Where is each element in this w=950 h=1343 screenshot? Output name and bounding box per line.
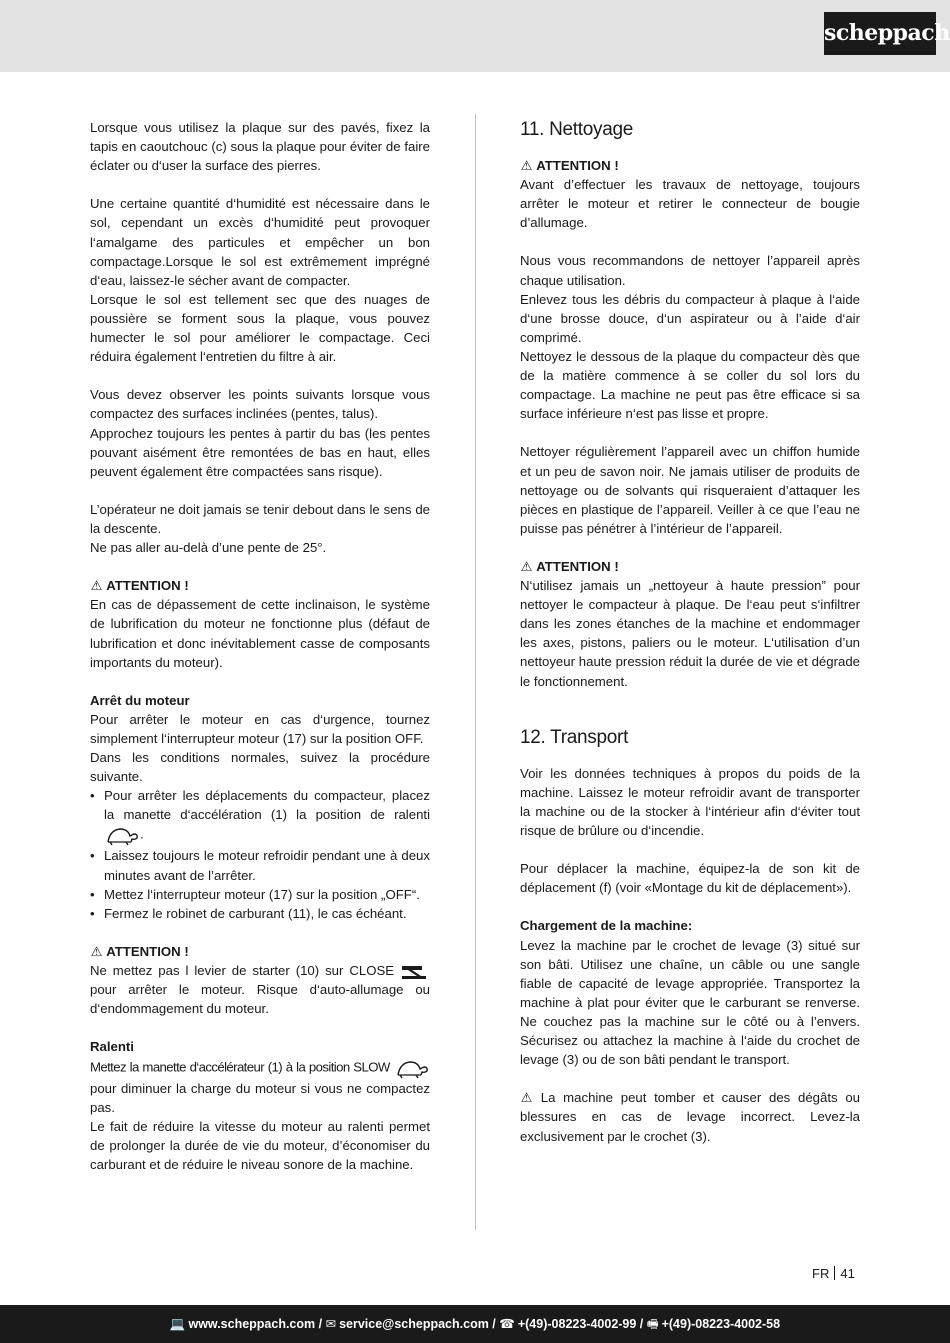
paragraph: Enlevez tous les débris du compacteur à plaque à l‘aide d‘une brosse douce, d‘un aspirateur ou à l’aide d‘air comprimé. — [520, 291, 860, 345]
paragraph: Vous devez observer les points suivants lorsque vous compactez des surfaces inclinées (pentes, talus). — [90, 387, 430, 422]
warning-heading — [90, 576, 430, 595]
warning-label: ATTENTION ! — [106, 578, 189, 594]
paragraph: Levez la machine par le crochet de levage (3) situé sur son bâti. Utilisez une chaîne, un câble ou une sangle fiable de capacité de levage appropriée. Transportez la machine à plat pour éviter que le carburant se renverse. Ne couchez pas la machine sur le côté ou à l’envers. Sécurisez ou attachez la machine à l‘aide du crochet de levage (3) ou de son bâti pendant le transport. — [520, 937, 860, 1068]
stop-steps-list — [90, 786, 430, 923]
paragraph: L’opérateur ne doit jamais se tenir debout dans le sens de la descente. — [90, 501, 430, 536]
scheppach-logo: scheppach — [824, 12, 936, 55]
choke-closed-icon — [400, 964, 430, 980]
warning-label: ATTENTION ! — [106, 943, 189, 959]
fax-icon: 🖷 — [646, 1317, 659, 1331]
phone-icon: ☎ — [499, 1317, 515, 1331]
warning-label: ATTENTION ! — [536, 558, 619, 574]
mail-icon: ✉ — [325, 1317, 337, 1331]
warning-heading — [520, 156, 860, 175]
paragraph: Une certaine quantité d‘humidité est nécessaire dans le sol, cependant un excès d‘humidité peut provoquer l‘amalgame des particules et empêcher un bon compactage.Lorsque le sol est extrêmement imprégné d‘eau, laissez-le sécher avant de compacter. — [90, 196, 430, 288]
warning-text: ⚠ La machine peut tomber et causer des dégâts ou blessures en cas de levage incorrect. Levez-la exclusivement par le crochet (3). — [520, 1090, 860, 1144]
warning-label: ATTENTION ! — [536, 158, 619, 173]
warning-heading — [90, 942, 430, 961]
footer-contact-bar — [0, 1305, 950, 1343]
left-column — [90, 118, 430, 1174]
paragraph: Pour déplacer la machine, équipez-la de son kit de déplacement (f) (voir «Montage du kit de déplacement»). — [520, 861, 860, 896]
warning-heading — [520, 557, 860, 576]
warning-triangle-icon: ⚠ — [520, 158, 533, 173]
paragraph: Nettoyez le dessous de la plaque du compacteur dès que de la matière commence à se coller du sol lors du compactage. La machine ne peut pas être efficace si sa surface inférieure n‘est pas lisse et propre. — [520, 348, 860, 422]
phone-contact: ☎ +(49)-08223-4002-99 / — [499, 1305, 643, 1343]
warning-text: En cas de dépassement de cette inclinaison, le système de lubrification du moteur ne fonctionne plus (défaut de lubrification et donc inévitablement casse de composants importants du moteur). — [90, 597, 430, 670]
paragraph: Nettoyer régulièrement l’appareil avec un chiffon humide et un peu de savon noir. Ne jamais utiliser de produits de nettoyage ou de solvants qui risqueraient d’attaquer les pièces en plastique de l’appareil. Veiller à ce que l’eau ne puisse pas pénétrer à l’intérieur de l’appareil. — [520, 444, 860, 536]
paragraph: Pour arrêter le moteur en cas d‘urgence, tournez simplement l‘interrupteur moteur (17) sur la position OFF. — [90, 711, 430, 746]
paragraph: Le fait de réduire la vitesse du moteur au ralenti permet de prolonger la durée de vie du moteur, d’économiser du carburant et de réduire le niveau sonore de la machine. — [90, 1118, 430, 1172]
page-number: FR 41 — [812, 1266, 855, 1281]
section-heading-cleaning: 11. Nettoyage — [520, 119, 633, 140]
warning-triangle-icon: ⚠ — [520, 1090, 533, 1106]
warning-triangle-icon: ⚠ — [520, 558, 533, 574]
turtle-slow-icon — [104, 824, 140, 846]
paragraph: Approchez toujours les pentes à partir du bas (les pentes pouvant aisément être remontées de bas en haut, elles peuvent également être compactées sans risque). — [90, 425, 430, 479]
warning-triangle-icon: ⚠ — [90, 943, 103, 959]
section-subheading: Arrêt du moteur — [90, 692, 190, 708]
list-item: • Fermez le robinet de carburant (11), le cas échéant. — [90, 904, 430, 923]
section-heading-transport: 12. Transport — [520, 726, 629, 748]
paragraph: Nous vous recommandons de nettoyer l’appareil après chaque utilisation. — [520, 253, 860, 288]
section-subheading: Chargement de la machine: — [520, 918, 693, 934]
computer-icon: 💻 — [169, 1317, 186, 1331]
list-item: • Laissez toujours le moteur refroidir pendant une à deux minutes avant de l’arrêter. — [90, 846, 430, 884]
web-contact: 💻 www.scheppach.com / — [170, 1305, 322, 1343]
paragraph: Dans les conditions normales, suivez la procédure suivante. — [90, 750, 430, 785]
paragraph: Lorsque le sol est tellement sec que des nuages de poussière se forment sous la plaque, vous pouvez humecter le sol pour améliorer le compactage. Ceci réduira également l‘entretien du filtre à air. — [90, 291, 430, 365]
right-column — [520, 118, 860, 1146]
header-band — [0, 0, 950, 72]
warning-triangle-icon: ⚠ — [90, 578, 103, 594]
warning-text: Avant d’effectuer les travaux de nettoyage, toujours arrêter le moteur et retirer le connecteur de bougie d’allumage. — [520, 177, 860, 231]
list-item: • Mettez l‘interrupteur moteur (17) sur la position „OFF“. — [90, 885, 430, 904]
column-divider — [475, 114, 476, 1230]
paragraph: Lorsque vous utilisez la plaque sur des pavés, fixez la tapis en caoutchouc (c) sous la plaque pour éviter de faire éclater ou d‘user la surface des pierres. — [90, 120, 430, 174]
warning-text: Ne mettez pas l levier de starter (10) sur CLOSE pour arrêter le moteur. Risque d‘auto-allumage ou d‘endommagement du moteur. — [90, 963, 430, 1017]
warning-text: N‘utilisez jamais un „nettoyeur à haute pression” pour nettoyer le compacteur à plaque. De l‘eau peut s‘infiltrer dans les zones étanches de la machine et endommager les axes, pistons, paliers ou le moteur. L‘utilisation d’un nettoyeur haute pression réduit la durée de vie et dégrade le fonctionnement. — [520, 578, 860, 689]
paragraph: Ne pas aller au-delà d’une pente de 25°. — [90, 540, 327, 556]
email-contact: ✉ service@scheppach.com / — [326, 1305, 496, 1343]
turtle-slow-icon — [394, 1057, 430, 1079]
list-item: • Pour arrêter les déplacements du compacteur, placez la manette d‘accélération (1) la position de ralenti . — [90, 786, 430, 846]
paragraph: Mettez la manette d‘accélérateur (1) à la position SLOW pour diminuer la charge du moteur si vous ne compactez pas. — [90, 1057, 430, 1117]
paragraph: Voir les données techniques à propos du poids de la machine. Laissez le moteur refroidir avant de transporter la machine ou de la stocker à l‘intérieur afin d‘éviter tout risque de brûlure ou d‘incendie. — [520, 765, 860, 838]
fax-contact: 🖷 +(49)-08223-4002-58 — [647, 1305, 780, 1343]
section-subheading: Ralenti — [90, 1039, 134, 1055]
